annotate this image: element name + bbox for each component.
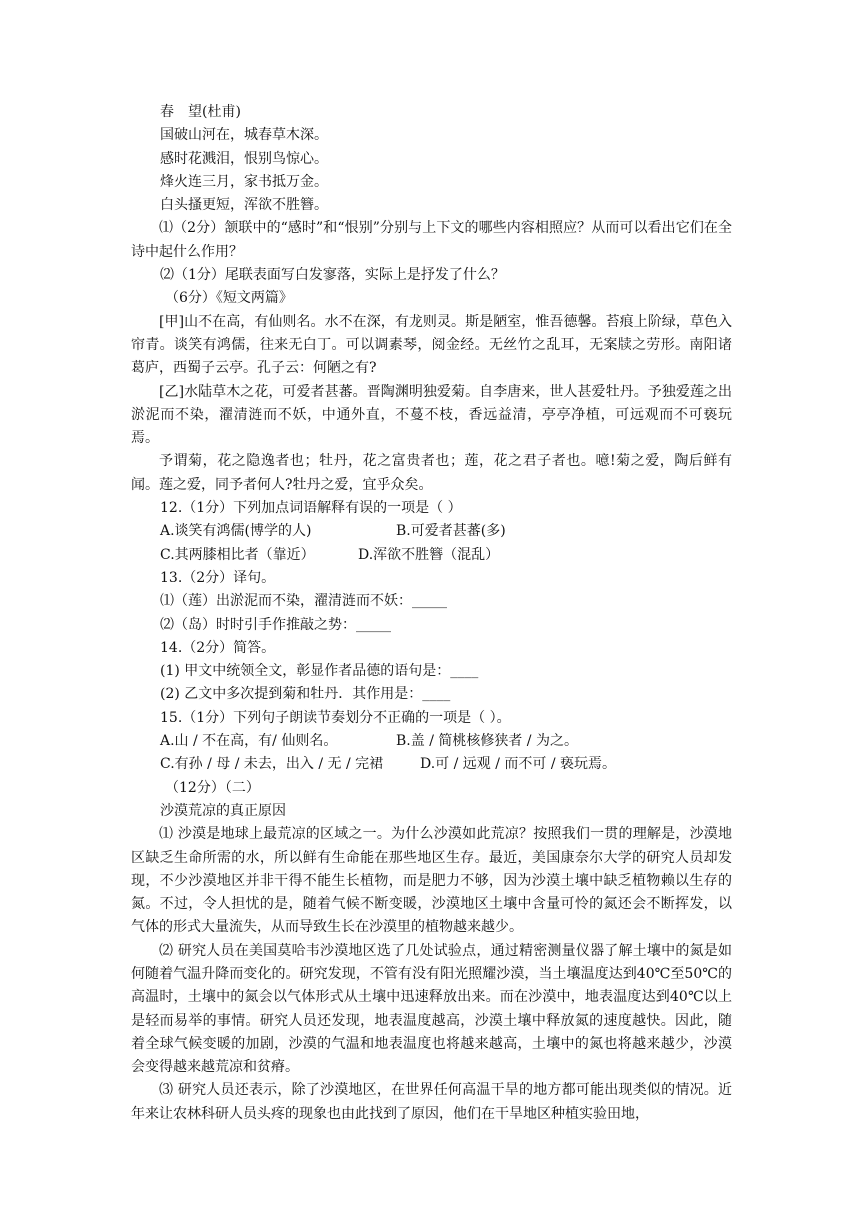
poem-line: 感时花溅泪，恨别鸟惊心。 [160, 150, 328, 167]
poem-question-2: ⑵（1分）尾联表面写白发寥落，实际上是抒发了什么？ [160, 267, 505, 284]
question-13-sub-1: ⑴（莲）出淤泥而不染，濯清涟而不妖：_____ [160, 593, 447, 610]
section-b-paragraph-3: ⑶ 研究人员还表示，除了沙漠地区，在世界任何高温干旱的地方都可能出现类似的情况。近年来让农林科研人员头疼的现象也由此找到了原因，他们在干旱地区种植实验田地， [131, 1082, 732, 1122]
section-b-paragraph-1: ⑴ 沙漠是地球上最荒凉的区域之一。为什么沙漠如此荒凉？按照我们一贯的理解是，沙漠地区缺乏生命所需的水，所以鲜有生命能在那些地区生存。最近，美国康奈尔大学的研究人员却发现，不少沙漠地区并非干得不能生长植物，而是肥力不够，因为沙漠土壤中缺乏植物赖以生存的氮。不过，令人担忧的是，随着气候不断变暖，沙漠地区土壤中含量可怜的氮还会不断挥发，以气体的形式大量流失，从而导致生长在沙漠里的植物越来越少。 [131, 826, 732, 936]
question-12-options-row [131, 520, 732, 543]
section-a-header: （6分）《短文两篇》 [165, 290, 293, 307]
question-15-stem: 15.（1分）下列句子朗读节奏划分不正确的一项是（ ）。 [160, 709, 511, 726]
option-c: C.其两膝相比者（靠近） [160, 546, 315, 563]
question-15-options-row [131, 753, 732, 776]
option-b: B.盖 / 简桃核修狭者 / 为之。 [396, 733, 578, 750]
section-b-header: （12分）（二） [165, 779, 260, 796]
question-12-options-row [131, 544, 732, 567]
poem-line: 国破山河在，城春草木深。 [160, 127, 328, 144]
passage-yi-2: 予谓菊，花之隐逸者也；牡丹，花之富贵者也；莲，花之君子者也。噫!菊之爱，陶后鲜有闻。莲之爱，同予者何人?牡丹之爱，宜乎众矣。 [131, 453, 732, 493]
poem-question-1: ⑴（2分）颔联中的“感时”和“恨别”分别与上下文的哪些内容相照应？从而可以看出它们在全诗中起什么作用？ [131, 220, 732, 260]
option-a: A.谈笑有鸿儒(博学的人) [160, 523, 312, 540]
option-d: D.浑欲不胜簪（混乱） [358, 546, 500, 563]
option-b: B.可爱者甚蕃(多) [396, 523, 506, 540]
section-b-paragraph-2: ⑵ 研究人员在美国莫哈韦沙漠地区选了几处试验点，通过精密测量仪器了解土壤中的氮是如何随着气温升降而变化的。研究发现，不管有没有阳光照耀沙漠，当土壤温度达到40℃至50℃的高温时，土壤中的氮会以气体形式从土壤中迅速释放出来。而在沙漠中，地表温度达到40℃以上是轻而易举的事情。研究人员还发现，地表温度越高，沙漠土壤中释放氮的速度越快。因此，随着全球气候变暖的加剧，沙漠的气温和地表温度也将越来越高，土壤中的氮也将越来越少，沙漠会变得越来越荒凉和贫瘠。 [131, 942, 732, 1076]
section-b-title: 沙漠荒凉的真正原因 [160, 802, 286, 819]
poem-line: 烽火连三月，家书抵万金。 [160, 173, 328, 190]
question-12-stem: 12.（1分）下列加点词语解释有误的一项是（ ） [160, 500, 462, 517]
poem-line: 白头搔更短，浑欲不胜簪。 [160, 197, 328, 214]
question-15-options-row [131, 730, 732, 753]
poem-title: 春 望(杜甫) [160, 104, 241, 120]
question-13-stem: 13.（2分）译句。 [160, 569, 276, 586]
question-14-sub-2: (2) 乙文中多次提到菊和牡丹．其作用是：____ [160, 686, 451, 703]
document-page [131, 101, 732, 1126]
passage-yi-1: [乙]水陆草木之花，可爱者甚蕃。晋陶渊明独爱菊。自李唐来，世人甚爱牡丹。予独爱莲之出淤泥而不染，濯清涟而不妖，中通外直，不蔓不枝，香远益清，亭亭净植，可远观而不可亵玩焉。 [131, 383, 732, 447]
passage-jia: [甲]山不在高，有仙则名。水不在深，有龙则灵。斯是陋室，惟吾德馨。苔痕上阶绿，草色入帘青。谈笑有鸿儒，往来无白丁。可以调素琴，阅金经。无丝竹之乱耳，无案牍之劳形。南阳诸葛庐，西蜀子云亭。孔子云：何陋之有? [131, 313, 732, 377]
option-d: D.可 / 远观 / 而不可 / 亵玩焉。 [420, 756, 617, 773]
option-c: C.有孙 / 母 / 未去，出入 / 无 / 完裙 [160, 756, 384, 773]
question-13-sub-2: ⑵（岛）时时引手作推敲之势：_____ [160, 616, 391, 633]
option-a: A.山 / 不在高，有/ 仙则名。 [160, 733, 338, 750]
question-14-stem: 14.（2分）简答。 [160, 639, 276, 656]
question-14-sub-1: (1) 甲文中统领全文，彰显作者品德的语句是：____ [160, 663, 479, 680]
